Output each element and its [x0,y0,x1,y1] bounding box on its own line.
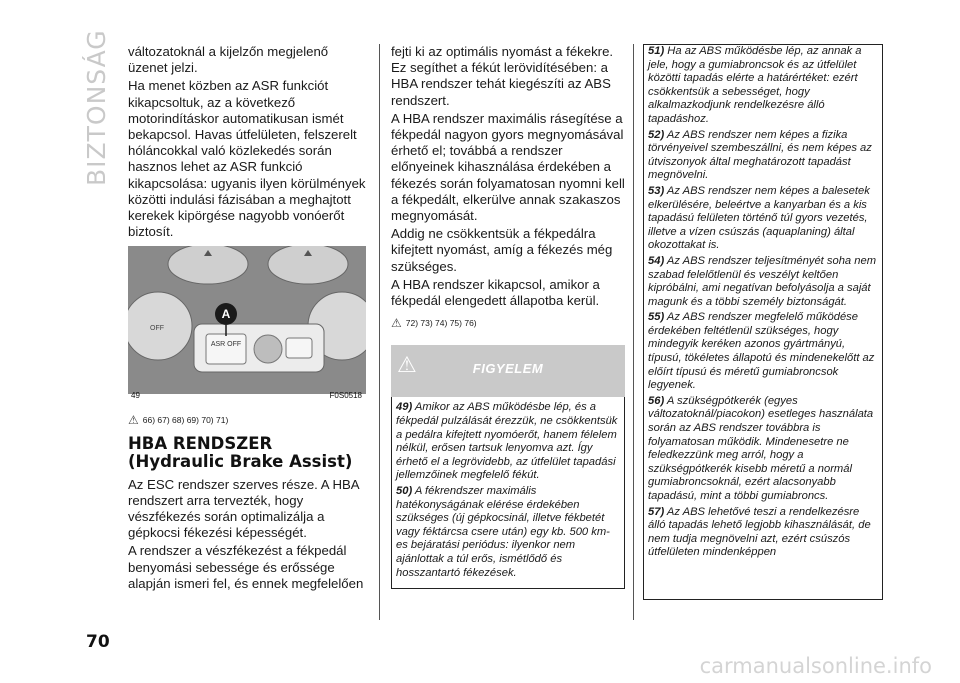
paragraph: Ha menet közben az ASR funkciót kikapcsoltuk, az a következő motorindításkor automatikusan ismét bekapcsol. Havas útfelületen, felszerelt hóláncokkal való közlekedés során hasznos lehet az ASR funkció kikapcsolása: ugyanis ilyen körülmények közötti indulási fázisában a meghajtott kerekek kipörgése nagyobb vonóerőt biztosít. [128,78,366,240]
warning-box-continued [643,44,883,600]
note-54: 54) Az ABS rendszer teljesítményét soha nem szabad felelőtlenül és veszélyt keltően kipróbálni, ami negatívan befolyásolja a saját magunk és a többi személy biztonságát. [648,254,877,308]
note-56: 56) A szükségpótkerék (egyes változatoknál/piacokon) esetleges használata során az ABS rendszer továbbra is folyamatosan működik. Mindenesetre ne feledkezzünk meg arról, hogy a szükségpótkerék kisebb méretű a normál gumiabroncsoknál, ezért alacsonyabb tapadású, mint a többi gumiabroncs. [648,394,874,502]
note-57: 57) Az ABS lehetővé teszi a rendelkezésre álló tapadás lehető legjobb kihasználását, de nem tudja megnövelni azt, ezért csúszós útfelületen mindenképpen [648,505,871,559]
section-heading: HBA RENDSZER (Hydraulic Brake Assist) [128,433,353,471]
warning-triangle-icon: ⚠ [128,413,139,428]
warning-references: ⚠ 72) 73) 74) 75) 76) [391,316,477,331]
paragraph: Az ESC rendszer szerves része. A HBA rendszert arra tervezték, hogy vészfékezés során optimalizálja a gépkocsi fékezési képességét. [128,476,359,541]
figure-number: 49 [131,391,140,401]
paragraph: A rendszer a vészfékezést a fékpedál benyomási sebessége és erőssége alapján ismeri fel, és ennek megfelelően [128,543,364,591]
warning-triangle-icon: ⚠ [397,352,417,378]
warning-triangle-icon: ⚠ [391,316,402,331]
off-button-label: OFF [150,325,164,333]
paragraph: A HBA rendszer maximális rásegítése a fékpedál nagyon gyors megnyomásával érhető el; továbbá a rendszer előnyeinek kihasználása érdekében a fékezés során folyamatosan nyomni kell a fékpedált, elkerülve annak szakaszos megnyomását. [391,110,625,224]
warning-header [391,345,625,397]
figure-asr-panel [128,246,366,406]
asr-button-label: ASR OFF [210,341,242,349]
asr-panel-illustration [128,246,366,406]
text-column-1 [128,44,366,594]
watermark: carmanualsonline.info [699,654,932,678]
warning-label: FIGYELEM [472,361,544,377]
column-divider [633,44,634,620]
note-55: 55) Az ABS rendszer megfelelő működése érdekében feltétlenül szükséges, hogy mindegyik keréken azonos gyártmányú, típusú, tökéletes állapotú és mindenekelőtt az előírt típusú és méretű gumiabroncsok legyenek. [648,311,875,392]
paragraph: fejti ki az optimális nyomást a fékekre. Ez segíthet a fékút lerövidítésében: a HBA rendszer tehát kiegészíti az ABS rendszert. [391,44,614,108]
note-51: 51) Ha az ABS működésbe lép, az annak a jele, hogy a gumiabroncsok és az útfelület közötti tapadás elérte a határértéket: ezért csökkentsük a sebességet, hogy alkalmazkodjunk rendelkezésre álló tapadáshoz. [648,45,862,125]
note-50: 50) A fékrendszer maximális hatékonyságának elérése érdekében szükséges (új gépkocsinál, illetve fékbetét vagy féktárcsa csere után) egy kb. 500 km-es bejáratási periódus: ilyenkor nem ajánlottak a túl erős, ismétlődő és hosszantartó fékezések. [396,485,610,579]
paragraph: Addig ne csökkentsük a fékpedálra kifejtett nyomást, amíg a fékezés még szükséges. [391,226,613,274]
paragraph: A HBA rendszer kikapcsol, amikor a fékpedál elengedett állapotba kerül. [391,276,600,309]
paragraph: változatoknál a kijelzőn megjelenő üzenet jelzi. [128,44,329,76]
text-column-3 [643,44,883,600]
figure-code: F0S0518 [329,391,362,401]
text-column-2 [391,44,625,589]
warning-box [391,397,625,589]
column-divider [379,44,380,620]
section-side-title: BIZTONSÁG [82,29,111,186]
callout-a: A [221,307,231,322]
note-49: 49) Amikor az ABS működésbe lép, és a fékpedál pulzálását érezzük, ne csökkentsük a pedálra kifejtett nyomóerőt, hanem félelem nélkül, erősen tartsuk lenyomva azt. Így érhető el a legrövidebb, az útfelület tapadási jellemzőinek megfelelő fékút. [396,401,618,482]
warning-references: ⚠ 66) 67) 68) 69) 70) 71) [128,413,229,428]
page-number: 70 [86,632,110,652]
note-53: 53) Az ABS rendszer nem képes a balesetek elkerülésére, beleértve a kanyarban és a kis tapadású felületen történő túl gyors vezetés, illetve a vízen csúszás (aquaplaning) által okozottakat is. [648,184,870,252]
note-52: 52) Az ABS rendszer nem képes a fizika törvényeivel szembeszállni, és nem képes az útviszonyok által meghatározott tapadást megnövelni. [648,128,872,182]
